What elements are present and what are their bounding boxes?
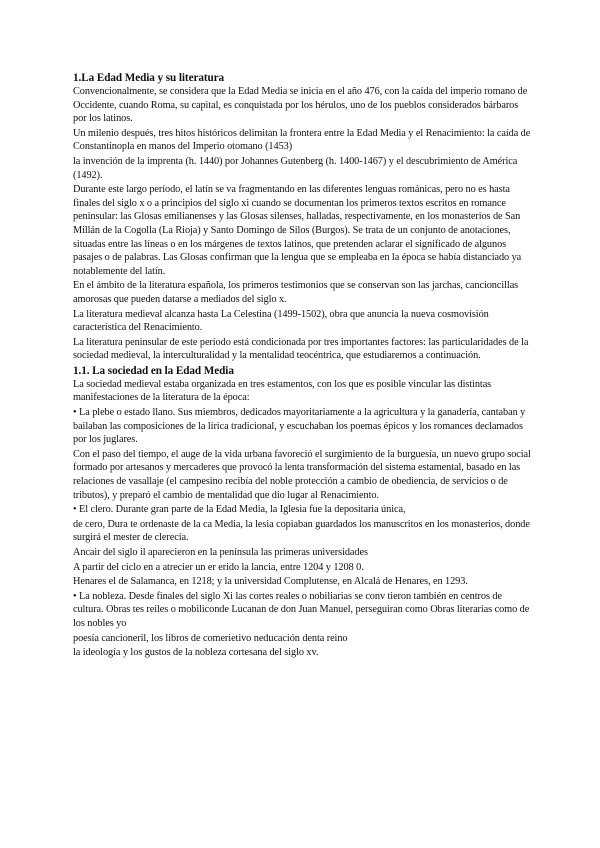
paragraph: La sociedad medieval estaba organizada en tres estamentos, con los que es posible vincular las distintas manifestaciones de la literatura de la época:: [73, 378, 492, 404]
paragraph: Durante este largo período, el latín se va fragmentando en las diferentes lenguas románicas, pero no es hasta finales del siglo x o a principios del siglo xi cuando se documentan los primeros textos escritos en romance peninsular: las Glosas emilianenses y las Glosas silenses, halladas, respectivamente, en los monasterios de San Millán de la Cogolla (La Rioja) y Santo Domingo de Silos (Burgos). Se trata de un conjunto de anotaciones, situadas entre las líneas o en los márgenes de textos latinos, que pretenden aclarar el significado de algunos pasajes o de palabras. Las Glosas confirman que la lengua que se empleaba en la época se había distanciado ya notablemente del latín.: [73, 184, 522, 277]
subsection-heading: 1.1. La sociedad en la Edad Media: [73, 364, 234, 377]
paragraph: la ideología y los gustos de la nobleza cortesana del siglo xv.: [73, 647, 319, 659]
paragraph: Ancair del siglo il aparecieron en la península las primeras universidades: [73, 547, 368, 558]
section-heading: 1.La Edad Media y su literatura: [73, 72, 225, 84]
paragraph: En el ámbito de la literatura española, los primeros testimonios que se conservan son las jarchas, cancioncillas amorosas que pueden datarse a mediados del siglo x.: [73, 280, 519, 305]
paragraph: de cero, Dura te ordenaste de la ca Media, la lesia copiaban guardados los manuscritos en los monasterios, donde surgirá el mester de clerecía.: [73, 518, 530, 544]
paragraph: poesía cancioneril, los libros de comerietivo neducación denta reino: [73, 632, 348, 644]
paragraph: La literatura peninsular de este período está condicionada por tres importantes factores: las particularidades de la sociedad medieval, la interculturalidad y la mentalidad teocéntrica, que estudiaremos a continuación.: [73, 336, 529, 362]
paragraph: Henares el de Salamanca, en 1218; y la universidad Complutense, en Alcalá de Henares, en 1293.: [73, 576, 468, 588]
paragraph: Con el paso del tiempo, el auge de la vida urbana favoreció el surgimiento de la burguesía, un nuevo grupo social formado por artesanos y mercaderes que provocó la lenta transformación del sistema estamental, basado en las relaciones de vasallaje (el campesino recibía del noble protección a cambio de obediencia, de servicios o de tributos), y preparó el cambio de mentalidad que dio lugar al Renacimiento.: [73, 448, 531, 501]
paragraph: Un milenio después, tres hitos históricos delimitan la frontera entre la Edad Media y el Renacimiento: la caída de Constantinopla en manos del Imperio otomano (1453): [73, 127, 531, 153]
list-item-plebe: • La plebe o estado llano. Sus miembros, dedicados mayoritariamente a la agricultura y la ganadería, cantaban y bailaban las composiciones de la lírica tradicional, y escuchaban los poemas épicos y los romances declamados por los juglares.: [73, 407, 526, 446]
document-body: [73, 71, 533, 661]
paragraph: la invención de la imprenta (h. 1440) por Johannes Gutenberg (h. 1400-1467) y el descubrimiento de América (1492).: [73, 155, 518, 181]
list-item-nobleza: • La nobleza. Desde finales del siglo Xi las cortes reales o nobiliarias se conv tieron también en centros de cultura. Obras tes reiles o mobiliconde Lucanan de don Juan Manuel, perseguiran como Obras literarias como de los nobles yo: [73, 590, 530, 629]
paragraph: La literatura medieval alcanza hasta La Celestina (1499-1502), obra que anuncia la nueva cosmovisión característica del Renacimiento.: [73, 308, 489, 334]
paragraph: Convencionalmente, se considera que la Edad Media se inicia en el año 476, con la caída del imperio romano de Occidente, cuando Roma, su capital, es conquistada por los hérulos, uno de los pueblos considerados bárbaros por los latinos.: [73, 86, 528, 125]
list-item-clero: • El clero. Durante gran parte de la Edad Media, la Iglesia fue la depositaria única,: [73, 504, 406, 516]
paragraph: A partir del ciclo en a atrecier un er erido la lancia, entre 1204 y 1208 0.: [73, 561, 364, 573]
